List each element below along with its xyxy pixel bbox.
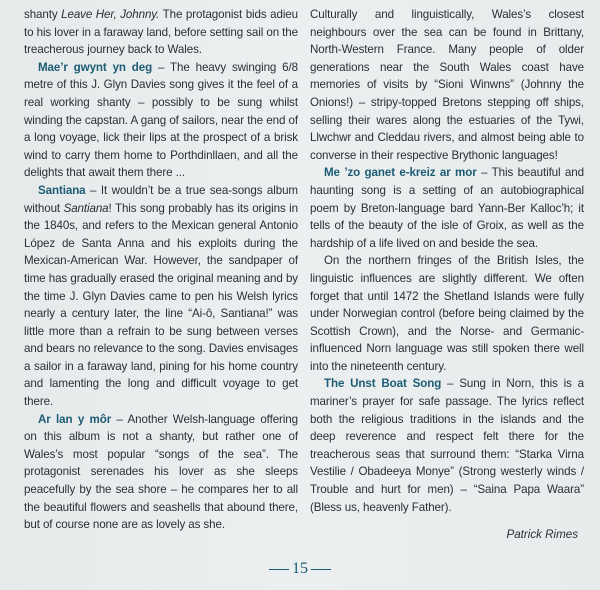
song-title-italic: Leave Her, Johnny. (61, 8, 160, 21)
song-heading: The Unst Boat Song (324, 377, 442, 391)
folio-left-rule (269, 569, 289, 570)
right-column (310, 6, 584, 534)
left-column (24, 6, 298, 534)
page-number (0, 560, 600, 578)
section-santiana: Santiana – It wouldn’t be a true sea-songs album without Santiana! This song probably has its origins in the 1840s, and refers to the Mexican general Antonio López de Santa Anna and his exploits during the Mexican-American War. However, the sandpaper of time has gradually erased the original meaning and by the time J. Glyn Davies came to pen his Welsh lyrics nearly a century later, the line “Ai-ô, Santiana!” was little more than a refrain to be sung between verses and bears no relevance to the song. Davies envisages a sailor in a faraway land, pining for his home country and lamenting the long and difficult voyage to get there. (24, 183, 299, 409)
song-heading: Ar lan y môr (38, 412, 112, 426)
paragraph-brittany: Culturally and linguistically, Wales’s closest neighbours over the sea can be found in Brittany, North-Western France. Many people of older generations near the South Wales coast have memories of visits by “Sioni Winwns” (Johnny the Onions!) – stripy-topped Bretons stepping off ships, selling their wares along the estuaries of the Tywi, Llwchwr and Cleddau rivers, and almost being able to converse in their respective Brythonic languages! (310, 8, 584, 162)
section-ar-lan-y-mor: Ar lan y môr – Another Welsh-language offering on this album is not a shanty, but rather one of Wales’s most popular “songs of the sea”. The protagonist serenades his lover as she sleeps peacefully by the sea shore – he compares her to all the beautiful flowers and seashells that abound there, but of course none are as lovely as she. (24, 412, 298, 532)
paragraph-shetland: On the northern fringes of the British Isles, the linguistic influences are slightly different. We often forget that until 1472 the Shetland Islands were fully under Norwegian control (before being claimed by the Scottish Crown), and the Norse- and Germanic-influenced Norn language was still spoken there well into the nineteenth century. (310, 254, 584, 373)
two-column-text (24, 6, 584, 534)
song-heading: Mae’r gwynt yn deg (38, 60, 153, 74)
song-title-italic: Santiana (63, 201, 109, 215)
song-heading: Me ’zo ganet e-kreiz ar mor (324, 166, 477, 180)
section-unst-boat-song: The Unst Boat Song – Sung in Norn, this is a mariner’s prayer for safe passage. The lyrics reflect both the religious traditions in the islands and the deep reverence and respect felt there for the treacherous seas that surround them: “Starka Virna Vestilie / Obadeeya Monye” (Strong westerly winds / Trouble and hurt for men) – “Saina Papa Waara” (Bless us, heavenly Father). (310, 377, 584, 514)
folio-right-rule (311, 569, 331, 570)
paragraph-leave-her-johnny: shanty Leave Her, Johnny. The protagonist bids adieu to his lover in a faraway land, before setting sail on the treacherous journey back to Wales. (24, 8, 298, 57)
section-maer-gwynt-yn-deg: Mae’r gwynt yn deg – The heavy swinging 6/8 metre of this J. Glyn Davies song gives it the feel of a real working shanty – possibly to be sung whilst winding the capstan. A gang of sailors, near the end of a long voyage, lick their lips at the prospect of a brisk wind to carry them home to Porthdinllaen, and all the delights that await them there ... (24, 60, 298, 180)
section-me-zo-ganet: Me ’zo ganet e-kreiz ar mor – This beautiful and haunting song is a setting of an autobiographical poem by Breton-language bard Yann-Ber Kalloc’h; it tells of the beauty of the isle of Groix, as well as the hardship of a life lived on and beside the sea. (310, 166, 584, 250)
author-signature: Patrick Rimes (506, 528, 578, 541)
page-number-text: 15 (292, 560, 308, 577)
song-heading: Santiana (38, 183, 86, 197)
